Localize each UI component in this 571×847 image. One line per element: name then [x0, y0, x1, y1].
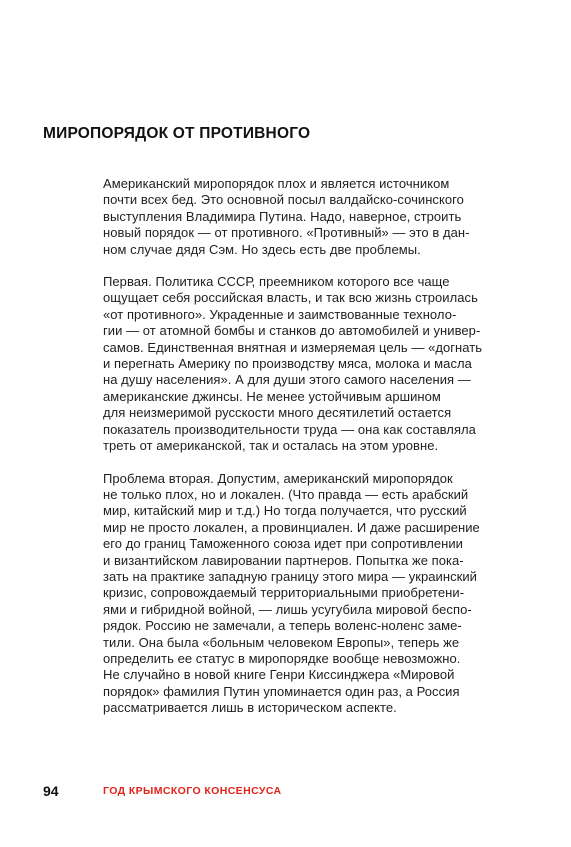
text-line: показатель производительности труда — она как составляла: [103, 421, 476, 437]
text-line: рядок. Россию не замечали, а теперь воленс-ноленс заме-: [103, 618, 462, 634]
text-line: и перегнать Америку по производству мяса, молока и масла: [103, 356, 472, 372]
text-line: «от противного». Украденные и заимствованные техноло-: [103, 306, 457, 322]
running-title: ГОД КРЫМСКОГО КОНСЕНСУСА: [103, 785, 282, 797]
text-line: треть от американской, так и осталась на этом уровне.: [103, 438, 439, 454]
text-line: мир не просто локален, а провинциален. И даже расширение: [103, 519, 480, 535]
text-line: мир, китайский мир и т.д.) Но тогда получается, что русский: [103, 503, 467, 519]
paragraph: [103, 471, 535, 717]
text-line: ном случае дядя Сэм. Но здесь есть две проблемы.: [103, 241, 421, 257]
text-line: гии — от атомной бомбы и станков до автомобилей и универ-: [103, 323, 481, 339]
text-line: зать на практике западную границу этого мира — украинский: [103, 568, 477, 584]
text-line: Не случайно в новой книге Генри Киссинджера «Мировой: [103, 667, 455, 683]
paragraph: [103, 274, 535, 454]
text-line: ощущает себя российская власть, и так всю жизнь строилась: [103, 290, 478, 306]
page-footer: [43, 782, 282, 800]
article-body: [103, 176, 535, 733]
text-line: почти всех бед. Это основной посыл валдайско-сочинского: [103, 192, 464, 208]
text-line: и византийском лавировании партнеров. Попытка же пока-: [103, 552, 464, 568]
text-line: тили. Она была «больным человеком Европы», теперь же: [103, 634, 460, 650]
text-line: Американский миропорядок плох и является источником: [103, 176, 450, 191]
text-line: для неизмеримой русскости много десятилетий остается: [103, 405, 452, 421]
text-line: самов. Единственная внятная и измеряемая цель — «догнать: [103, 339, 483, 355]
text-line: Проблема вторая. Допустим, американский миропорядок: [103, 470, 453, 486]
text-line: не только плох, но и локален. (Что правда — есть арабский: [103, 486, 469, 502]
text-line: ями и гибридной войной, — лишь усугубила мировой беспо-: [103, 601, 472, 617]
text-line: рассматривается лишь в историческом аспекте.: [103, 700, 397, 716]
page-number: 94: [43, 783, 59, 799]
text-line: порядок» фамилия Путин упоминается один раз, а Россия: [103, 683, 460, 699]
text-line: определить ее статус в миропорядке вообще невозможно.: [103, 650, 461, 666]
text-line: его до границ Таможенного союза идет при сопротивлении: [103, 536, 463, 552]
text-line: американские джинсы. Не менее устойчивым аршином: [103, 388, 441, 404]
text-line: на душу населения». А для души этого самого населения —: [103, 372, 471, 388]
text-line: Первая. Политика СССР, преемником которого все чаще: [103, 274, 450, 290]
section-heading: МИРОПОРЯДОК ОТ ПРОТИВНОГО: [43, 125, 311, 142]
paragraph: [103, 176, 535, 258]
text-line: новый порядок — от противного. «Противный» — это в дан-: [103, 225, 470, 241]
text-line: выступления Владимира Путина. Надо, наверное, строить: [103, 208, 462, 224]
text-line: кризис, сопровождаемый территориальными приобретени-: [103, 585, 465, 601]
